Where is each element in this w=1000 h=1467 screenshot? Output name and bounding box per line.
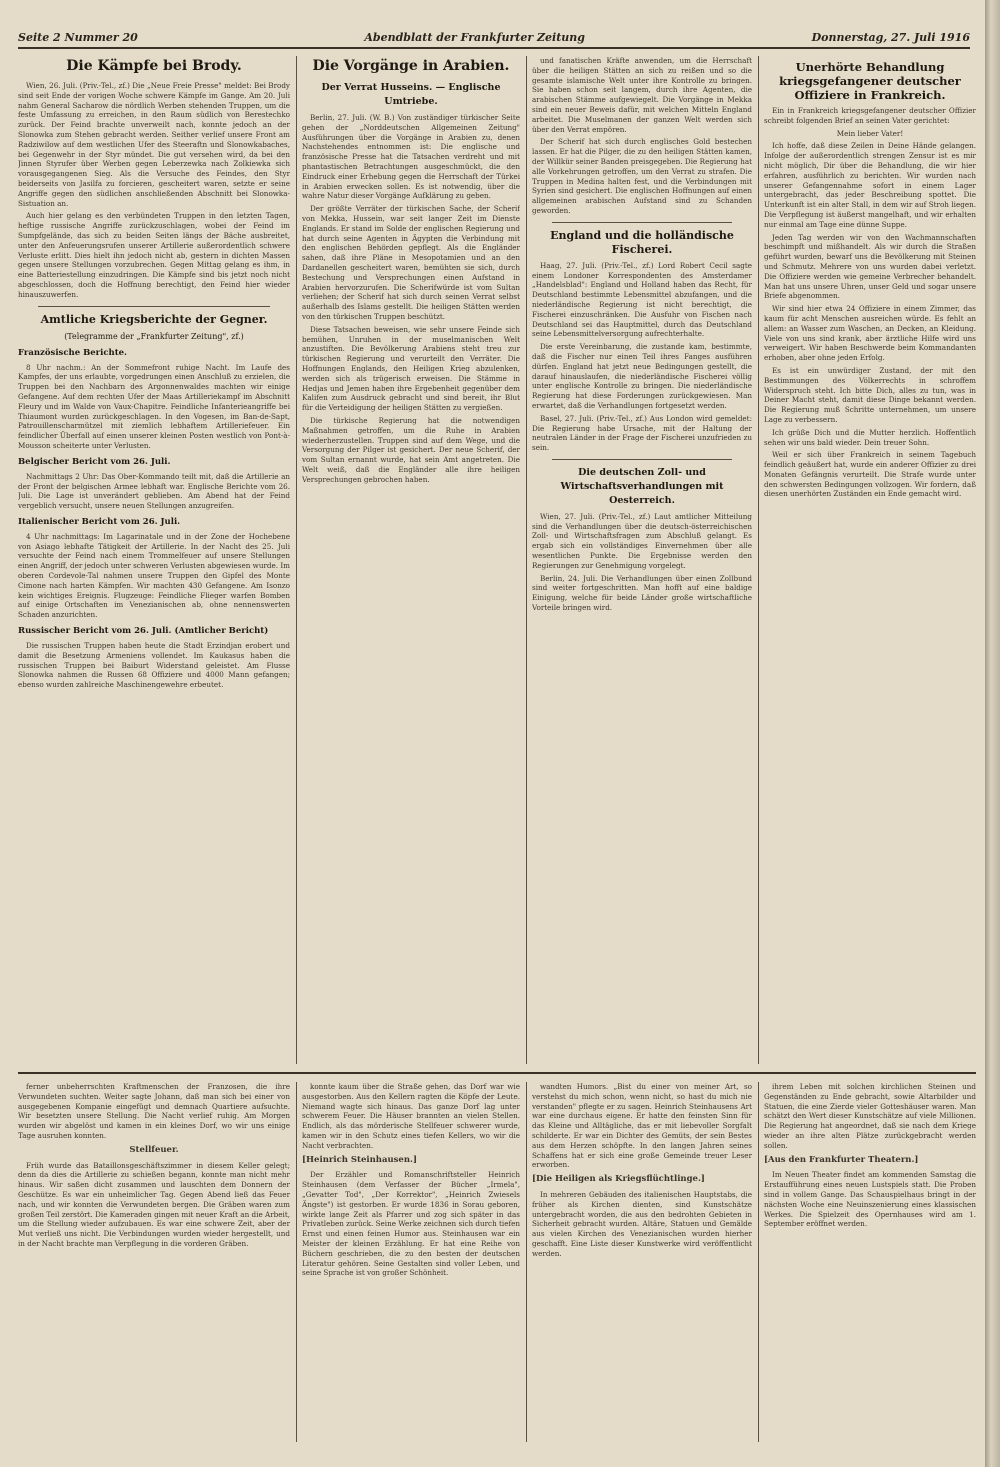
feuilleton-heading: [Heinrich Steinhausen.] bbox=[302, 1154, 417, 1165]
article-text: Weil er sich über Frankreich in seinem Tagebuch feindlich geäußert hat, wurde ein anderer Offizier zu drei Monaten Gefängnis verurteilt. Die Strafe wurde unter den schwersten Bedingungen vollzogen. Wir fordern, daß diesen unerhörten Zuständen ein Ende gemacht wird. bbox=[764, 450, 976, 499]
article-text: 8 Uhr nachm.: An der Sommefront ruhige Nacht. Im Laufe des Kampfes, der uns erlaubte, vorgedrungen einen Anschluß zu erzielen, die Truppen bei den Nachbarn des Argonnenwaldes machten wir einige Gefangene. Auf dem rechten Ufer der Maas Artilleriekampf im Abschnitt Fleury und im Walde von Vaux-Chapitre. Feindliche Infanterieangriffe bei Thiaumont wurden zurückgeschlagen. In den Vogesen, im Ban-de-Sapt, Patrouillenscharmützel mit ziemlich lebhaftem Artilleriefeuer. Ein feindlicher Überfall auf einen unserer kleinen Posten westlich von Pont-à-Mousson scheiterte unter Verlusten. bbox=[18, 362, 290, 450]
column-1 bbox=[18, 56, 290, 1064]
page-edge bbox=[985, 0, 1000, 1467]
section-heading: Belgischer Bericht vom 26. Juli. bbox=[18, 456, 171, 467]
feuilleton-text: ihrem Leben mit solchen kirchlichen Steinen und Gegenständen zu Ende gebracht, sowie Altarbilder und Statuen, die eine Zierde vieler Gotteshäuser waren. Man schätzt den Wert dieser Kunstschätze auf viele Millionen. Die Regierung hat angeordnet, daß sie nach dem Kriege wieder an ihre alten Plätze zurückgebracht werden sollen. bbox=[764, 1082, 976, 1150]
article-text: Wien, 26. Juli. (Priv.-Tel., zf.) Die „Neue Freie Presse" meldet: Bei Brody sind seit Ende der vorigen Woche schwere Kämpfe im Gange. Am 20. Juli nahm General Sacharow die nördlich Werben stehenden Truppen, um die feste Umfassung zu erreichen, in den Raum südlich von Berestechko zurück. Der Feind brachte unverweilt nach, konnte jedoch an der Slonowka zum Stehen gebracht werden. Seither verlief unsere Front am Radziwilow auf dem westlichen Ufer des Steeraftn und Slonowkabaches, bei Gegenwehr in der Styr mündet. Die gut versehen wird, da bei den Jinnen Styrufer über Werben gegen Leberzewka nach Zolkiewka sich vorausgegangenen Sieg. Als die Versuche des Feindes, den Styr beiderseits von Jasilfa zu forcieren, gescheitert waren, setzte er seine Angriffe gegen den südlichen anschließenden Abschnitt bei Slonowka-Sistuation an. bbox=[18, 81, 290, 208]
article-text: Der größte Verräter der türkischen Sache, der Scherif von Mekka, Hussein, war seit langer Zeit im Dienste Englands. Er stand im Solde der englischen Regierung und hat durch seine Agenten in Ägypten die Verbindung mit den englischen Behörden gepflegt. Als die Engländer sahen, daß ihre Pläne in Mesopotamien und an den Dardanellen gescheitert waren, bemühten sie sich, durch Bestechung und Versprechungen einen Aufstand in Arabien hervorzurufen. Die Scherifwürde ist vom Sultan verliehen; der Scherif hat sich durch seinen Verrat selbst außerhalb des Islams gestellt. Die heiligen Stätten werden von den türkischen Truppen beschützt. bbox=[302, 204, 520, 321]
issue-date: Donnerstag, 27. Juli 1916 bbox=[811, 31, 970, 44]
section-heading: Italienischer Bericht vom 26. Juli. bbox=[18, 516, 181, 527]
newspaper-title: Abendblatt der Frankfurter Zeitung bbox=[364, 31, 585, 44]
feuilleton-column-1 bbox=[18, 1082, 290, 1442]
article-text: Basel, 27. Juli. (Priv.-Tel., zf.) Aus London wird gemeldet: Die Regierung habe Ursache, mit der Haltung der neutralen Länder in der Frage der Fischerei unzufrieden zu sein. bbox=[532, 413, 752, 453]
column-rule bbox=[526, 1082, 527, 1442]
column-2 bbox=[302, 56, 520, 1064]
headline-arabien: Die Vorgänge in Arabien. bbox=[312, 58, 510, 74]
feuilleton-text: Im Neuen Theater findet am kommenden Samstag die Erstaufführung eines neuen Lustspiels statt. Die Proben sind in vollem Gange. Das Schauspielhaus bringt in der nächsten Woche eine Neuinszenierung eines klassischen Werkes. Die Spielzeit des Opernhauses wird am 1. September eröffnet werden. bbox=[764, 1170, 976, 1229]
feuilleton-text: konnte kaum über die Straße gehen, das Dorf war wie ausgestorben. Aus den Kellern ragten die Köpfe der Leute. Niemand wagte sich hinaus. Das ganze Dorf lag unter schwerem Feuer. Die Häuser brannten an vielen Stellen. Endlich, als das mörderische Stellfeuer schwerer wurde, kamen wir in den Schutz eines tiefen Kellers, wo wir die Nacht verbrachten. bbox=[302, 1082, 520, 1150]
article-text: Haag, 27. Juli. (Priv.-Tel., zf.) Lord Robert Cecil sagte einem Londoner Korrespondenten des Amsterdamer „Handelsblad": England und Holland haben das Recht, für Deutschland bestimmte Lebensmittel abzufangen, und die niederländische Regierung ist nicht berechtigt, die Fischerei einzuschränken. Die Ausfuhr von Fischen nach Deutschland sei das Hauptmittel, durch das Deutschland seine Lebensmittelversorgung aufrechterhalte. bbox=[532, 260, 752, 339]
article-text: Jeden Tag werden wir von den Wachmannschaften beschimpft und mißhandelt. Als wir durch die Straßen geführt wurden, bewarf uns die Bevölkerung mit Steinen und Schmutz. Mehrere von uns wurden dabei verletzt. Die Offiziere werden wie gemeine Verbrecher behandelt. Man hat uns unsere Uhren, unser Geld und sogar unsere Briefe abgenommen. bbox=[764, 232, 976, 301]
subheadline: Der Verrat Husseins. — Englische Umtriebe. bbox=[321, 82, 501, 107]
article-text: Auch hier gelang es den verbündeten Truppen in den letzten Tagen, heftige russische Angriffe zurückzuschlagen, wobei der Feind im Sumpfgelände, das sich zu beiden Seiten längs der Bäche ausbreitet, unter den Anfeuerungsrufen unserer Artillerie außerordentlich schwere Verluste erlitt. Dies hielt ihn jedoch nicht ab, gestern in dichten Massen gegen unsere Stellungen vorzubrechen. Gegen Mittag gelang es ihm, in eine Batteriestellung einzudringen. Die Kämpfe sind bis jetzt noch nicht abgeschlossen, doch die Hoffnung berechtigt, den Feind hier wieder hinauszuwerfen. bbox=[18, 211, 290, 299]
feuilleton-text: ferner unbeherrschten Kraftmenschen der Franzosen, die ihre Verwundeten suchten. Weiter sagte Johann, daß man sich bei einer von ausgegebenen Kompanie eingefügt und demnach Quartiere aufsuchte. Wir besetzten unsere Stellung. Die Nacht verlief ruhig. Am Morgen wurden wir abgelöst und kamen in ein kleines Dorf, wo wir uns einige Tage ausruhen konnten. bbox=[18, 1082, 290, 1140]
article-text: Die türkische Regierung hat die notwendigen Maßnahmen getroffen, um die Ruhe in Arabien wiederherzustellen. Truppen sind auf dem Wege, und die Versorgung der Pilger ist gesichert. Der neue Scherif, der vom Sultan ernannt wurde, hat sein Amt angetreten. Die Welt weiß, daß die Engländer alle ihre heiligen Versprechungen gebrochen haben. bbox=[302, 415, 520, 484]
masthead bbox=[18, 22, 970, 49]
salutation: Mein lieber Vater! bbox=[836, 128, 904, 138]
feuilleton-column-2 bbox=[302, 1082, 520, 1442]
subheadline: (Telegramme der „Frankfurter Zeitung", zf.) bbox=[64, 331, 244, 341]
article-text: Die erste Vereinbarung, die zustande kam, bestimmte, daß die Fischer nur einen Teil ihres Fanges ausführen dürfen. England hat jetzt neue Bedingungen gestellt, die darauf hinauslaufen, die niederländische Fischerei völlig unter englische Kontrolle zu bringen. Die niederländische Regierung hat diese Forderungen zurückgewiesen. Man erwartet, daß die Verhandlungen fortgesetzt werden. bbox=[532, 342, 752, 410]
feuilleton-rule bbox=[18, 1072, 976, 1074]
column-3 bbox=[532, 56, 752, 1064]
divider bbox=[38, 306, 270, 307]
feuilleton-heading: [Die Heiligen als Kriegsflüchtlinge.] bbox=[532, 1174, 705, 1185]
headline-brody: Die Kämpfe bei Brody. bbox=[66, 58, 242, 74]
feuilleton-text: Früh wurde das Bataillonsgeschäftszimmer in diesem Keller gelegt; denn da dies die Artillerie zu schießen begann, konnte man nicht mehr hinaus. Wir saßen dicht zusammen und lauschten dem Donnern der Geschütze. Es war ein unheimlicher Tag. Gegen Abend ließ das Feuer nach, und wir konnten die Verwundeten bergen. Die Gräben waren zum großen Teil zerstört. Die Kameraden gingen mit neuer Kraft an die Arbeit, um die Stellung wieder aufzubauen. Es war eine schwere Zeit, aber der Mut verließ uns nicht. Die Verbindungen wurden wieder hergestellt, und in der Nacht brachte man Verpflegung in die vorderen Gräben. bbox=[18, 1160, 290, 1248]
divider bbox=[552, 459, 732, 460]
article-intro: Ein in Frankreich kriegsgefangener deutscher Offizier schreibt folgenden Brief an seinen Vater gerichtet: bbox=[764, 106, 976, 125]
column-rule bbox=[296, 1082, 297, 1442]
article-text: Es ist ein unwürdiger Zustand, der mit den Bestimmungen des Völkerrechts in schroffem Widerspruch steht. Ich bitte Dich, alles zu tun, was in Deiner Macht steht, damit diese Dinge bekannt werden. Die Regierung muß Schritte unternehmen, um unsere Lage zu verbessern. bbox=[764, 365, 976, 424]
article-text: Wir sind hier etwa 24 Offiziere in einem Zimmer, das kaum für acht Menschen ausreichen würde. Es fehlt an allem: an Wasser zum Waschen, an Decken, an Kleidung. Viele von uns sind krank, aber ärztliche Hilfe wird uns verweigert. Wir haben Beschwerde beim Kommandanten erhoben, aber ohne jeden Erfolg. bbox=[764, 304, 976, 363]
feuilleton-heading: Stellfeuer. bbox=[129, 1144, 179, 1155]
column-rule bbox=[758, 1082, 759, 1442]
feuilleton-heading: [Aus den Frankfurter Theatern.] bbox=[764, 1154, 919, 1165]
headline-offiziere: Unerhörte Behandlung kriegsgefangener deutscher Offiziere in Frankreich. bbox=[779, 60, 961, 102]
page-number: Seite 2 Nummer 20 bbox=[18, 31, 138, 44]
feuilleton-text: Der Erzähler und Romanschriftsteller Heinrich Steinhausen (dem Verfasser der Bücher „Irmela", „Gevatter Tod", „Der Korrektor", „Heinrich Zwiesels Ängste") ist gestorben. Er wurde 1836 in Sorau geboren, wirkte lange Zeit als Pfarrer und zog sich später in das Privatleben zurück. Seine Werke zeichnen sich durch tiefen Ernst und einen feinen Humor aus. Steinhausen war ein Meister der kleinen Erzählung. Er hat eine Reihe von Büchern geschrieben, die zu den besten der deutschen Literatur gehören. Seine Gestalten sind voller Leben, und seine Sprache ist von großer Schönheit. bbox=[302, 1170, 520, 1278]
headline-fischerei: England und die holländische Fischerei. bbox=[550, 228, 734, 256]
feuilleton-column-3 bbox=[532, 1082, 752, 1442]
article-text: Diese Tatsachen beweisen, wie sehr unsere Feinde sich bemühen, Unruhen in der muselmanischen Welt anzustiften. Die Bevölkerung Arabiens steht treu zur türkischen Regierung und verurteilt den Verräter. Die Hoffnungen Englands, den Heiligen Krieg abzulenken, werden sich als trügerisch erweisen. Die Stämme in Hedjas und Jemen haben ihre Ergebenheit gegenüber dem Kalifen zum Ausdruck gebracht und sind bereit, ihr Blut für die Verteidigung der heiligen Stätten zu vergießen. bbox=[302, 324, 520, 413]
article-text: Die russischen Truppen haben heute die Stadt Erzindjan erobert und damit die Besetzung Armeniens vollendet. Im Kaukasus haben die russischen Truppen bei Baiburt Widerstand geleistet. Am Flusse Slonowka nahmen die Russen 68 Offiziere und 4000 Mann gefangen; ebenso wurden zahlreiche Maschinengewehre erbeutet. bbox=[18, 641, 290, 690]
headline-kriegsberichte: Amtliche Kriegsberichte der Gegner. bbox=[40, 312, 268, 326]
feuilleton-text: wandten Humors. „Bist du einer von meiner Art, so verstehst du mich schon, wenn nicht, so hast du mich nie verstanden" pflegte er zu sagen. Heinrich Steinhausens Art war eine durchaus eigene. Er hatte den feinsten Sinn für das Kleine und Alltägliche, das er mit liebevoller Sorgfalt schilderte. Er war ein Dichter des Gemüts, der sein Bestes aus dem Herzen schöpfte. In den langen Jahren seines Schaffens hat er sich eine große Gemeinde treuer Leser erworben. bbox=[532, 1082, 752, 1170]
divider bbox=[552, 222, 732, 223]
article-text: Ich grüße Dich und die Mutter herzlich. Hoffentlich sehen wir uns bald wieder. Dein treuer Sohn. bbox=[764, 427, 976, 447]
section-heading: Russischer Bericht vom 26. Juli. (Amtlicher Bericht) bbox=[18, 626, 269, 637]
article-text: und fanatischen Kräfte anwenden, um die Herrschaft über die heiligen Stätten an sich zu reißen und so die gesamte islamische Welt unter ihre Kontrolle zu bringen. Sie haben schon seit langem, durch ihre Agenten, die arabischen Stämme aufgewiegelt. Die Vorgänge in Mekka sind ein neuer Beweis dafür, mit welchen Mitteln England arbeitet. Die Muselmanen der ganzen Welt werden sich über den Verrat empören. bbox=[532, 56, 752, 134]
article-text: Nachmittags 2 Uhr: Das Ober-Kommando teilt mit, daß die Artillerie an der Front der belgischen Armee lebhaft war. Englische Berichte vom 26. Juli. Die Lage ist unverändert geblieben. Am Abend hat der Feind vergeblich versucht, unsere neuen Stellungen anzugreifen. bbox=[18, 471, 290, 511]
column-rule bbox=[758, 56, 759, 1064]
feuilleton-text: In mehreren Gebäuden des italienischen Hauptstabs, die früher als Kirchen dienten, sind Kunstschätze untergebracht worden, die aus den bedrohten Gebieten in Sicherheit gebracht wurden. Altäre, Statuen und Gemälde aus vielen Kirchen des Venezianischen wurden hierher geschafft. Eine Liste dieser Kunstwerke wird veröffentlicht werden. bbox=[532, 1189, 752, 1258]
feuilleton-column-4 bbox=[764, 1082, 976, 1442]
article-text: Berlin, 27. Juli. (W. B.) Von zuständiger türkischer Seite gehen der „Norddeutschen Allgemeinen Zeitung" Ausführungen über die Vorgänge in Arabien zu, denen Nachstehendes entnommen ist: Die englische und französische Presse hat die Tatsachen verdreht und mit phantastischen Betrachtungen ausgeschmückt, die den Eindruck einer Erhebung gegen die Herrschaft der Türkei in Arabien erwecken sollen. Es ist notwendig, über die wahre Natur dieser Vorgänge Aufklärung zu geben. bbox=[302, 113, 520, 201]
column-rule bbox=[296, 56, 297, 1064]
column-4 bbox=[764, 56, 976, 1064]
article-text: Berlin, 24. Juli. Die Verhandlungen über einen Zollbund sind weiter fortgeschritten. Man hofft auf eine baldige Einigung, welche für beide Länder große wirtschaftliche Vorteile bringen wird. bbox=[532, 573, 752, 613]
article-text: Der Scherif hat sich durch englisches Gold bestechen lassen. Er hat die Pilger, die zu den heiligen Stätten kamen, der Willkür seiner Banden preisgegeben. Die Regierung hat alle Vorkehrungen getroffen, um den Verrat zu strafen. Die Truppen in Medina halten fest, und die Verbindungen mit Syrien sind gesichert. Die englischen Hoffnungen auf einen allgemeinen arabischen Aufstand sind zu Schanden geworden. bbox=[532, 137, 752, 215]
headline-zollverhandlungen: Die deutschen Zoll- und Wirtschaftsverhandlungen mit Oesterreich. bbox=[560, 466, 724, 506]
article-text: Ich hoffe, daß diese Zeilen in Deine Hände gelangen. Infolge der außerordentlich strengen Zensur ist es mir nicht möglich, Dir über die Behandlung, die wir hier erfahren, ausführlich zu berichten. Wir wurden nach unserer Gefangennahme sofort in einem Lager untergebracht, das jeder Beschreibung spottet. Die Unterkunft ist ein alter Stall, in dem wir auf Stroh liegen. Die Verpflegung ist äußerst mangelhaft, und wir erhalten nur einmal am Tage eine dünne Suppe. bbox=[764, 141, 976, 229]
column-rule bbox=[526, 56, 527, 1064]
article-text: 4 Uhr nachmittags: Im Lagarinatale und in der Zone der Hochebene von Asiago lebhafte Tätigkeit der Artillerie. In der Nacht des 25. Juli versuchte der Feind nach einem Trommelfeuer auf unsere Stellungen einen Angriff, der jedoch unter schweren Verlusten abgewiesen wurde. Im oberen Cordevole-Tal nahmen unsere Truppen den Gipfel des Monte Cimone nach harten Kämpfen. Wir machten 430 Gefangene. Am Isonzo kein wichtiges Ereignis. Flugzeuge: Feindliche Flieger warfen Bomben auf einige Ortschaften im Venezianischen ab, ohne nennenswerten Schaden anzurichten. bbox=[18, 531, 290, 620]
section-heading: Französische Berichte. bbox=[18, 347, 128, 358]
article-text: Wien, 27. Juli. (Priv.-Tel., zf.) Laut amtlicher Mitteilung sind die Verhandlungen über die deutsch-österreichischen Zoll- und Wirtschaftsfragen zum Abschluß gelangt. Es ergab sich ein vollständiges Einvernehmen über alle wesentlichen Punkte. Die Ergebnisse werden den Regierungen zur Genehmigung vorgelegt. bbox=[532, 511, 752, 570]
